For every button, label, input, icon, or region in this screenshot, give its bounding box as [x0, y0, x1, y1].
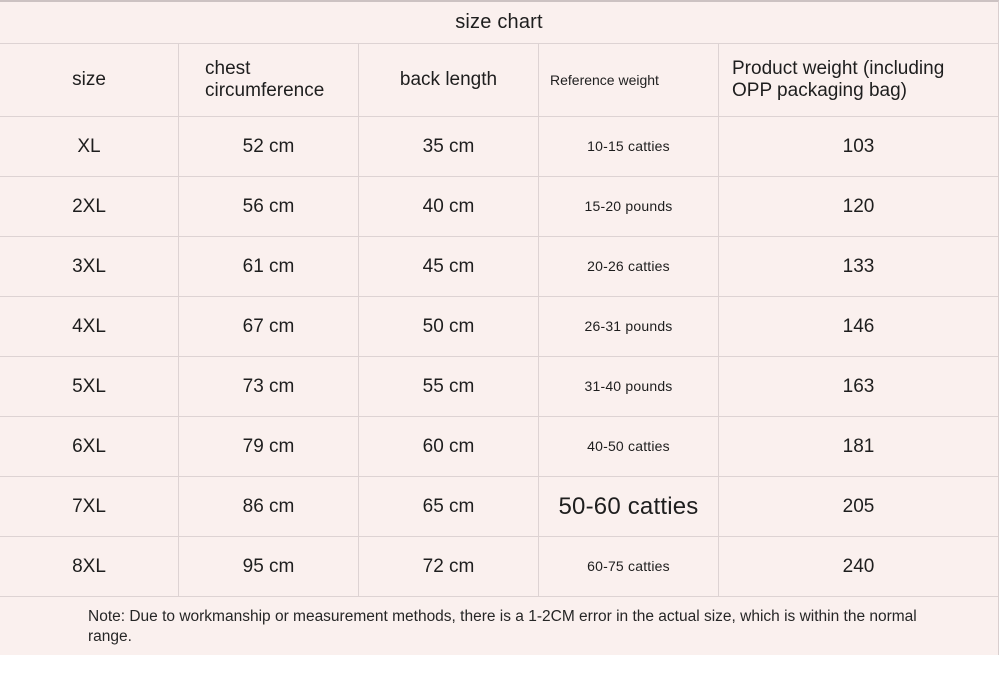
back-length-cell: 60 cm: [358, 417, 538, 476]
product-weight-cell: 103: [718, 117, 998, 176]
chest-cell: 67 cm: [178, 297, 358, 356]
table-row: [0, 117, 998, 177]
column-header-reference-weight: Reference weight: [538, 44, 718, 116]
size-cell: 7XL: [72, 495, 106, 517]
column-header-size: size: [72, 69, 106, 91]
back-length-cell: 72 cm: [358, 537, 538, 596]
product-weight-cell: 133: [718, 237, 998, 296]
chest-cell: 86 cm: [178, 477, 358, 536]
table-row: [0, 177, 998, 237]
page-title: size chart: [455, 11, 543, 33]
reference-weight-cell: 40-50 catties: [538, 417, 718, 476]
chest-cell: 79 cm: [178, 417, 358, 476]
column-header-back-length: back length: [358, 44, 538, 116]
column-header-chest-circumference: chest circumference: [178, 44, 358, 116]
product-weight-cell: 240: [718, 537, 998, 596]
size-cell: 8XL: [72, 555, 106, 577]
title-row: [0, 2, 998, 44]
back-length-cell: 55 cm: [358, 357, 538, 416]
reference-weight-cell: 15-20 pounds: [538, 177, 718, 236]
table-row: [0, 537, 998, 597]
reference-weight-cell: 31-40 pounds: [538, 357, 718, 416]
table-row: [0, 417, 998, 477]
size-cell: 6XL: [72, 435, 106, 457]
chest-cell: 56 cm: [178, 177, 358, 236]
reference-weight-cell: 10-15 catties: [538, 117, 718, 176]
back-length-cell: 35 cm: [358, 117, 538, 176]
back-length-cell: 40 cm: [358, 177, 538, 236]
product-weight-cell: 120: [718, 177, 998, 236]
size-cell: XL: [77, 135, 101, 157]
chest-cell: 61 cm: [178, 237, 358, 296]
product-weight-cell: 205: [718, 477, 998, 536]
reference-weight-cell: 26-31 pounds: [538, 297, 718, 356]
size-cell: 3XL: [72, 255, 106, 277]
size-cell: 5XL: [72, 375, 106, 397]
table-row: [0, 477, 998, 537]
product-weight-cell: 146: [718, 297, 998, 356]
table-header-row: [0, 44, 998, 117]
table-row: [0, 357, 998, 417]
table-row: [0, 237, 998, 297]
back-length-cell: 65 cm: [358, 477, 538, 536]
reference-weight-cell: 60-75 catties: [538, 537, 718, 596]
chest-cell: 73 cm: [178, 357, 358, 416]
product-weight-cell: 181: [718, 417, 998, 476]
size-cell: 2XL: [72, 195, 106, 217]
note-row: [0, 597, 998, 655]
reference-weight-cell: 20-26 catties: [538, 237, 718, 296]
chest-cell: 95 cm: [178, 537, 358, 596]
table-row: [0, 297, 998, 357]
chest-cell: 52 cm: [178, 117, 358, 176]
note-text: Note: Due to workmanship or measurement methods, there is a 1-2CM error in the actual size, which is within the normal range.: [88, 608, 917, 646]
product-weight-cell: 163: [718, 357, 998, 416]
reference-weight-cell: 50-60 catties: [538, 477, 718, 536]
size-cell: 4XL: [72, 315, 106, 337]
back-length-cell: 50 cm: [358, 297, 538, 356]
column-header-product-weight: Product weight (including OPP packaging bag): [718, 44, 998, 116]
back-length-cell: 45 cm: [358, 237, 538, 296]
